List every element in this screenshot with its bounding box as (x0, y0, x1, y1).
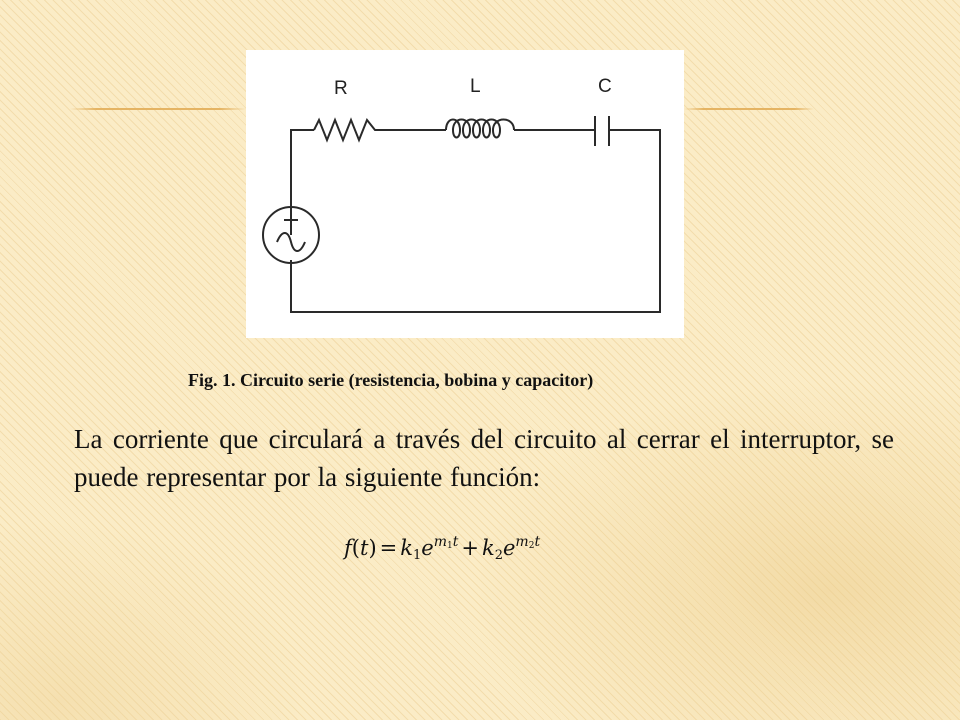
formula-k1-subscript: 1 (412, 548, 422, 563)
formula-m1-subscript: 1 (446, 541, 453, 551)
formula-e2: e (502, 536, 516, 560)
formula-plus: + (461, 536, 479, 560)
formula-rparen: ) (368, 536, 377, 560)
plus-sign (284, 213, 298, 227)
inductor-symbol (446, 120, 514, 138)
formula-lparen: ( (351, 536, 360, 560)
figure-caption: Fig. 1. Circuito serie (resistencia, bobina y capacitor) (188, 370, 594, 390)
resistor-symbol (314, 120, 384, 140)
circuit-figure (246, 50, 684, 338)
formula-m1: m (433, 534, 447, 550)
wire-right (291, 130, 660, 312)
formula-k2-subscript: 2 (494, 548, 503, 563)
decorative-rule-right (684, 108, 814, 110)
inductor-label: L (470, 76, 481, 97)
formula-m2-subscript: 2 (528, 541, 535, 551)
formula-equals: = (379, 536, 398, 560)
formula-k1: k (400, 536, 413, 560)
formula-exp2-t: t (534, 534, 541, 550)
formula-exp1-t: t (452, 534, 459, 550)
current-function-formula (344, 534, 540, 563)
rlc-circuit-diagram (246, 50, 684, 338)
decorative-rule-left (70, 108, 246, 110)
formula-f: f (344, 536, 352, 560)
formula-m2: m (515, 534, 529, 550)
body-paragraph: La corriente que circulará a través del circuito al cerrar el interruptor, se puede representar por la siguiente función: (74, 424, 894, 492)
formula-exponent-2 (515, 534, 540, 550)
formula-t: t (359, 536, 369, 560)
formula-k2: k (481, 536, 495, 560)
formula-e1: e (421, 536, 434, 560)
capacitor-label: C (598, 76, 612, 97)
formula-exponent-1 (434, 534, 459, 550)
resistor-label: R (334, 78, 348, 99)
capacitor-symbol (595, 116, 609, 146)
sine-wave-icon (277, 233, 305, 251)
